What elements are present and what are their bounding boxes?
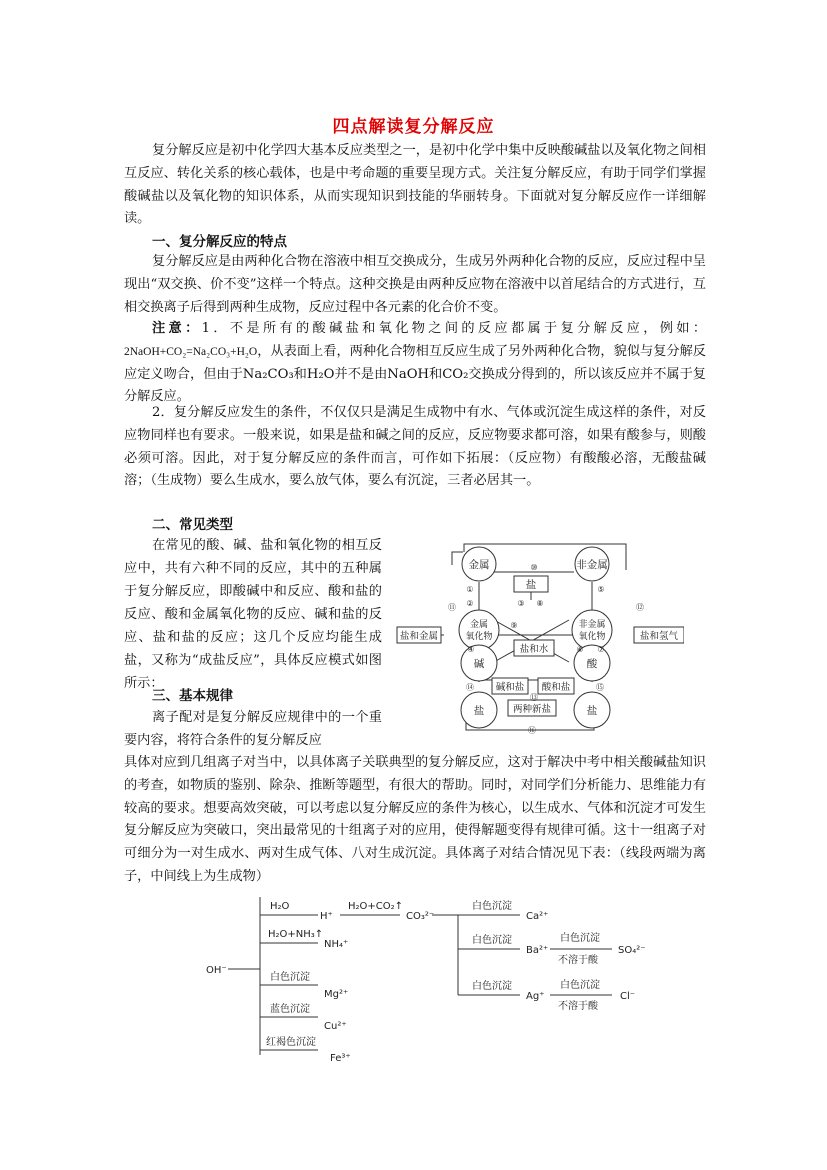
note1-text-a: 1．不是所有的酸碱盐和氧化物之间的反应都属于复分解反应，例如：: [201, 321, 707, 336]
note1-equation: 2NaOH+CO₂=Na₂CO₃+H₂O: [124, 345, 258, 358]
prod-insol-2: 不溶于酸: [558, 1001, 598, 1012]
num-14: ⑭: [466, 683, 474, 692]
prod-ppt-ba: 白色沉淀: [472, 935, 512, 946]
nonmetal-oxide-label-2: 氧化物: [578, 632, 606, 642]
prod-ppt-ag: 白色沉淀: [472, 981, 512, 992]
num-5: ⑤: [597, 585, 605, 594]
reaction-diagram: [394, 540, 684, 736]
prod-ppt-mg: 白色沉淀: [270, 972, 310, 983]
note2-paragraph: 2．复分解反应发生的条件，不仅仅只是满足生成物中有水、气体或沉淀生成这样的条件，对反应物同样也有要求。一般来说，如果是盐和碱之间的反应，反应物要求都可溶，如果有酸参与，则酸必须可溶。因此，对于复分解反应的条件而言，可作如下拓展：（反应物）有酸酸必溶，无酸盐碱溶；（生成物）要么生成水，要么放气体，要么有沉淀，三者必居其一。: [124, 405, 706, 489]
section3-paragraph-wrap: 离子配对是复分解反应规律中的一个重要内容，将符合条件的复分解反应: [124, 710, 382, 748]
num-2: ②: [466, 599, 474, 608]
salt-and-h2-label: 盐和氢气: [639, 631, 679, 642]
ion-fe: Fe³⁺: [330, 1053, 351, 1064]
num-6: ⑥: [576, 645, 584, 654]
ion-ba: Ba²⁺: [526, 945, 549, 956]
prod-redbrown-ppt: 红褐色沉淀: [266, 1037, 316, 1048]
num-11: ⑪: [448, 603, 456, 612]
metal-oxide-label-2: 氧化物: [465, 632, 493, 642]
nonmetal-oxide-label-1: 非金属: [578, 620, 606, 630]
num-16: ⑯: [528, 726, 536, 735]
metal-oxide-label-1: 金属: [469, 620, 489, 630]
note1-paragraph: [124, 318, 706, 409]
section1-heading: 一、复分解反应的特点: [152, 234, 287, 250]
nonmetal-oxide-node: [572, 610, 612, 650]
num-3: ③: [517, 599, 525, 608]
base-and-salt-label: 碱和盐: [495, 682, 525, 693]
two-salts-label: 两种新盐: [512, 704, 552, 715]
prod-h2o-co2: H₂O+CO₂↑: [348, 901, 404, 912]
num-10: ⑩: [530, 563, 538, 572]
acid-label: 酸: [586, 658, 598, 670]
page-title: 四点解读复分解反应: [332, 117, 495, 137]
num-1: ①: [466, 585, 474, 594]
section3-paragraph: 具体对应到几组离子对当中，以具体离子关联典型的复分解反应，这对于解决中考中相关酸碱盐知识的考查，如物质的鉴别、除杂、推断等题型，有很大的帮助。同时，对同学们分析能力、思维能力有较高的要求。想要高效突破，可以考虑以复分解反应的条件为核心，以生成水、气体和沉淀才可发生复分解反应为突破口，突出最常见的十组离子对的应用，使得解题变得有规律可循。这十一组离子对可细分为一对生成水、两对生成气体、八对生成沉淀。具体离子对结合情况见下表：（线段两端为离子，中间线上为生成物）: [124, 755, 706, 884]
ion-co3: CO₃²⁻: [406, 911, 435, 922]
num-12: ⑫: [636, 603, 644, 612]
nonmetal-label: 非金属: [576, 559, 608, 571]
ion-h: H⁺: [320, 911, 333, 922]
salt-water-label: 盐和水: [519, 644, 549, 655]
ion-pair-diagram: [200, 885, 670, 1075]
ion-cl: Cl⁻: [620, 991, 636, 1002]
metal-label: 金属: [468, 559, 490, 571]
ion-cu: Cu²⁺: [324, 1021, 347, 1032]
section2-heading: 二、常见类型: [152, 517, 233, 533]
intro-paragraph: 复分解反应是初中化学四大基本反应类型之一，是初中化学中集中反映酸碱盐以及氧化物之间相互反应、转化关系的核心载体，也是中考命题的重要呈现方式。关注复分解反应，有助于同学们掌握酸碱盐以及氧化物的知识体系，从而实现知识到技能的华丽转身。下面就对复分解反应作一详细解读。: [124, 143, 706, 227]
salt-br-label: 盐: [586, 705, 598, 717]
num-4: ④: [467, 645, 475, 654]
salt-top-label: 盐: [525, 579, 537, 591]
ion-oh: OH⁻: [206, 965, 227, 976]
prod-blue-ppt: 蓝色沉淀: [270, 1004, 310, 1015]
salt-and-metal-label: 盐和金属: [399, 631, 439, 642]
base-label: 碱: [473, 658, 485, 670]
ion-ag: Ag⁺: [526, 991, 545, 1002]
num-9: ⑨: [510, 621, 518, 630]
num-7: ⑦: [597, 645, 605, 654]
section3-heading: 三、基本规律: [152, 688, 233, 704]
ion-mg: Mg²⁺: [324, 989, 349, 1000]
prod-ppt-so4: 白色沉淀: [560, 933, 600, 944]
ion-nh4: NH₄⁺: [324, 939, 349, 950]
note-label: 注意：: [152, 321, 202, 336]
prod-ppt-ca: 白色沉淀: [472, 901, 512, 912]
section1-paragraph: 复分解反应是由两种化合物在溶液中相互交换成分，生成另外两种化合物的反应，反应过程中呈现出“双交换、价不变”这样一个特点。这种交换是由两种反应物在溶液中以首尾结合的方式进行，互相交换离子后得到两种生成物，反应过程中各元素的化合价不变。: [124, 254, 706, 315]
num-8: ⑧: [536, 599, 544, 608]
ion-ca: Ca²⁺: [526, 911, 549, 922]
ion-so4: SO₄²⁻: [618, 945, 646, 956]
section2-paragraph: 在常见的酸、碱、盐和氧化物的相互反应中，共有六种不同的反应，其中的五种属于复分解反应，即酸碱中和反应、酸和盐的反应、酸和金属氧化物的反应、碱和盐的反应、盐和盐的反应；这几个反应均能生成盐，又称为“成盐反应”，具体反应模式如图所示：: [124, 538, 382, 691]
note1-text-b: ，从表面上看，两种化合物相互反应生成了另外两种化合物，貌似与复分解反应定义吻合，但由于Na₂CO₃和H₂O并不是由NaOH和CO₂交换成分得到的，所以该反应并不属于复分解反应。: [124, 343, 706, 405]
metal-oxide-node: [459, 610, 499, 650]
num-15: ⑮: [596, 683, 604, 692]
salt-bl-label: 盐: [473, 705, 485, 717]
prod-h2o-nh3: H₂O+NH₃↑: [268, 929, 324, 940]
acid-and-salt-label: 酸和盐: [541, 682, 571, 693]
num-13: ⑬: [530, 693, 538, 702]
prod-ppt-cl: 白色沉淀: [560, 980, 600, 991]
prod-h2o: H₂O: [270, 901, 290, 912]
prod-insol-1: 不溶于酸: [558, 955, 598, 966]
